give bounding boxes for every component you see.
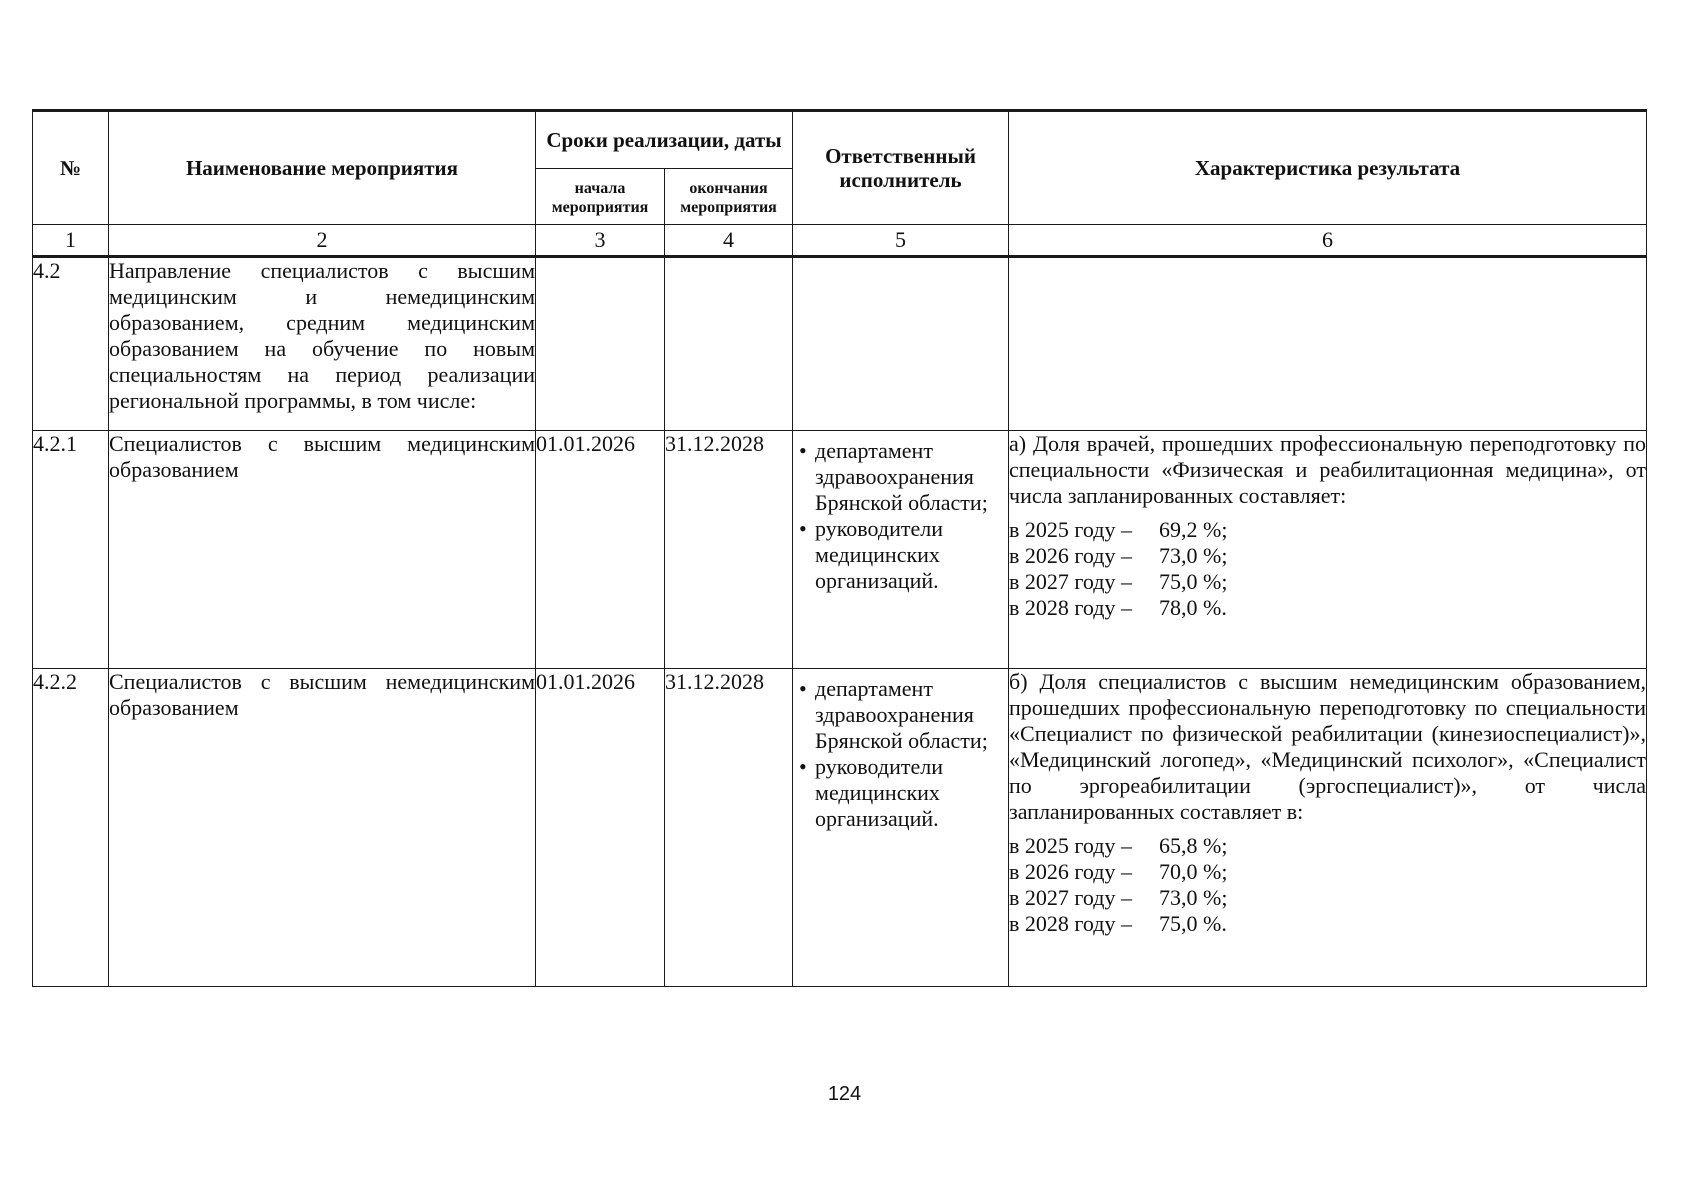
result-value: 73,0 %; bbox=[1159, 543, 1228, 568]
responsible-item bbox=[797, 438, 1004, 516]
responsible-text: руководители медицинских организаций. bbox=[815, 754, 943, 831]
row-result bbox=[1009, 431, 1647, 669]
row-name: Специалистов с высшим медицинским образованием bbox=[109, 431, 536, 669]
header-end: окончания мероприятия bbox=[665, 169, 793, 225]
result-value: 69,2 %; bbox=[1159, 517, 1228, 542]
result-description: а) Доля врачей, прошедших профессиональную переподготовку по специальности «Физическая и реабилитационная медицина», от числа запланированных составляет: bbox=[1009, 431, 1647, 508]
result-year: в 2027 году – bbox=[1009, 569, 1132, 594]
row-responsible bbox=[793, 669, 1009, 987]
result-year: в 2027 году – bbox=[1009, 885, 1132, 910]
column-number-2: 2 bbox=[109, 225, 536, 257]
responsible-item bbox=[797, 676, 1004, 754]
bullet-icon: • bbox=[799, 754, 807, 779]
result-line bbox=[1009, 833, 1646, 859]
row-name: Специалистов с высшим немедицинским образованием bbox=[109, 669, 536, 987]
responsible-item bbox=[797, 754, 1004, 832]
responsible-text: департамент здравоохранения Брянской области; bbox=[815, 438, 988, 515]
responsible-text: департамент здравоохранения Брянской области; bbox=[815, 676, 988, 753]
column-number-3: 3 bbox=[536, 225, 665, 257]
row-id: 4.2.1 bbox=[33, 431, 109, 669]
result-value: 75,0 %. bbox=[1159, 911, 1227, 936]
column-number-4: 4 bbox=[665, 225, 793, 257]
result-line bbox=[1009, 543, 1646, 569]
column-number-6: 6 bbox=[1009, 225, 1647, 257]
result-year: в 2028 году – bbox=[1009, 595, 1132, 620]
row-start-date: 01.01.2026 bbox=[536, 431, 665, 669]
result-description: б) Доля специалистов с высшим немедицинским образованием, прошедших профессиональную переподготовку по специальности «Специалист по физической реабилитации (кинезиоспециалист)», «Медицинский логопед», «Медицинский психолог», «Специалист по эргореабилитации (эргоспециалист)», от числа запланированных составляет в: bbox=[1009, 669, 1647, 824]
result-year: в 2025 году – bbox=[1009, 833, 1132, 858]
result-line bbox=[1009, 911, 1646, 937]
table-row bbox=[33, 669, 1647, 987]
column-number-1: 1 bbox=[33, 225, 109, 257]
header-responsible: Ответственный исполнитель bbox=[793, 111, 1009, 225]
table-row bbox=[33, 431, 1647, 669]
row-start-date: 01.01.2026 bbox=[536, 669, 665, 987]
row-end-date: 31.12.2028 bbox=[665, 669, 793, 987]
header-no: № bbox=[33, 111, 109, 225]
row-start-date bbox=[536, 257, 665, 431]
result-value: 73,0 %; bbox=[1159, 885, 1228, 910]
activities-table bbox=[32, 109, 1647, 987]
row-responsible bbox=[793, 431, 1009, 669]
header-start: начала мероприятия bbox=[536, 169, 665, 225]
row-result bbox=[1009, 669, 1647, 987]
result-value: 78,0 %. bbox=[1159, 595, 1227, 620]
result-year: в 2026 году – bbox=[1009, 859, 1132, 884]
page-number: 124 bbox=[827, 1083, 862, 1105]
result-value: 75,0 %; bbox=[1159, 569, 1228, 594]
result-line bbox=[1009, 517, 1646, 543]
responsible-text: руководители медицинских организаций. bbox=[815, 516, 943, 593]
result-line bbox=[1009, 569, 1646, 595]
row-end-date bbox=[665, 257, 793, 431]
row-name: Направление специалистов с высшим медицинским и немедицинским образованием, средним медицинским образованием на обучение по новым специальностям на период реализации региональной программы, в том числе: bbox=[109, 257, 536, 431]
bullet-icon: • bbox=[799, 438, 807, 463]
bullet-icon: • bbox=[799, 516, 807, 541]
result-line bbox=[1009, 595, 1646, 621]
result-line bbox=[1009, 859, 1646, 885]
row-responsible bbox=[793, 257, 1009, 431]
header-dates: Сроки реализации, даты bbox=[536, 111, 793, 169]
result-year: в 2026 году – bbox=[1009, 543, 1132, 568]
result-year: в 2025 году – bbox=[1009, 517, 1132, 542]
header-result: Характеристика результата bbox=[1009, 111, 1647, 225]
result-value: 70,0 %; bbox=[1159, 859, 1228, 884]
responsible-item bbox=[797, 516, 1004, 594]
column-number-5: 5 bbox=[793, 225, 1009, 257]
bullet-icon: • bbox=[799, 676, 807, 701]
result-year: в 2028 году – bbox=[1009, 911, 1132, 936]
row-id: 4.2 bbox=[33, 257, 109, 431]
result-value: 65,8 %; bbox=[1159, 833, 1228, 858]
row-result bbox=[1009, 257, 1647, 431]
table-row bbox=[33, 257, 1647, 431]
row-end-date: 31.12.2028 bbox=[665, 431, 793, 669]
header-name: Наименование мероприятия bbox=[109, 111, 536, 225]
row-id: 4.2.2 bbox=[33, 669, 109, 987]
result-line bbox=[1009, 885, 1646, 911]
